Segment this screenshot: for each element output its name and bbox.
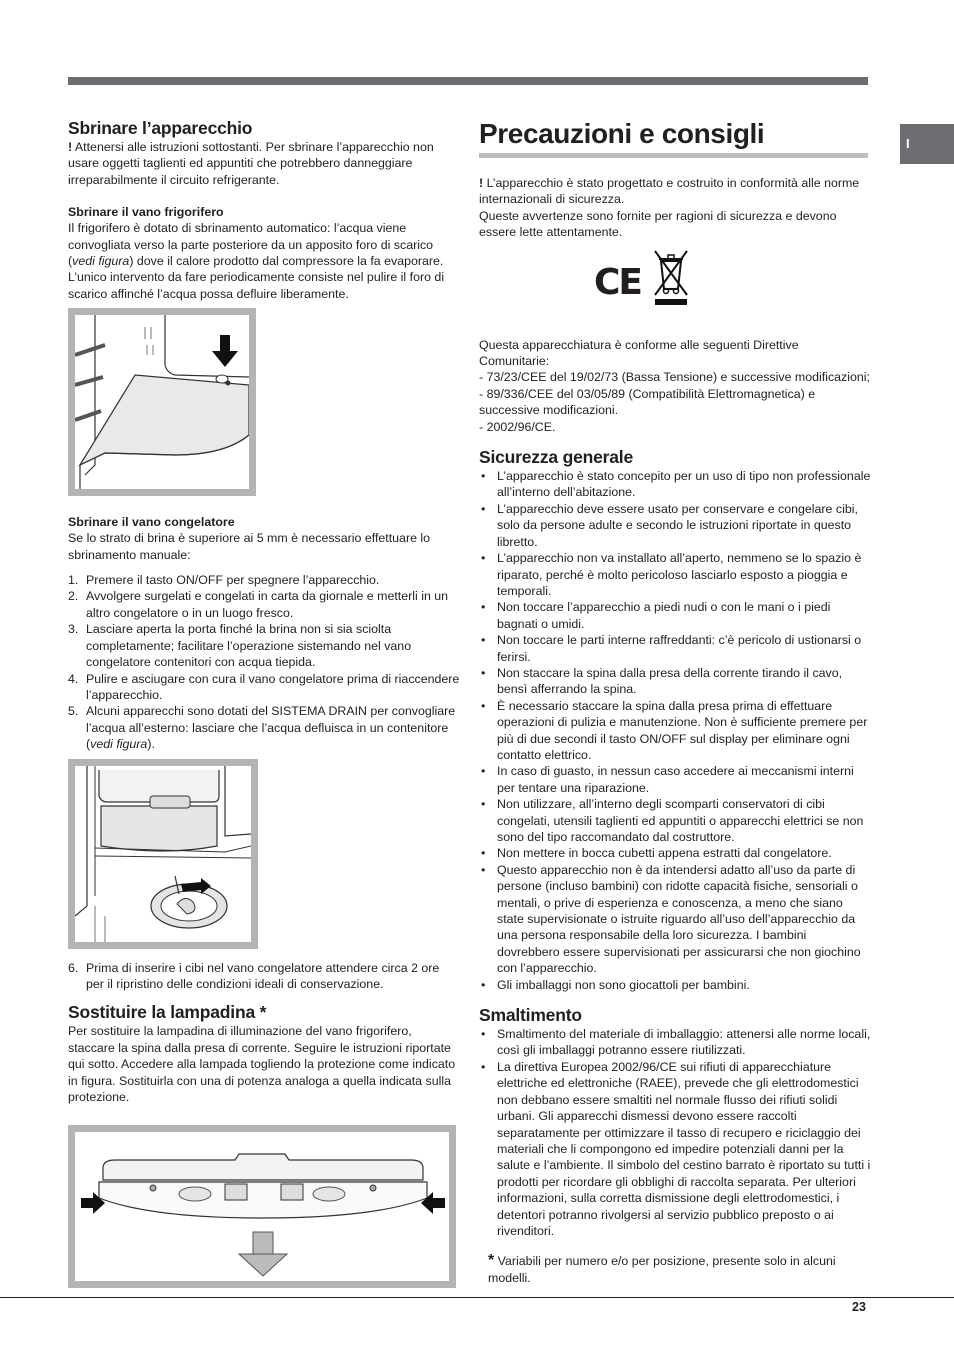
arrow-down-icon [220,335,230,351]
drain-system-figure [68,759,258,949]
list-item: • Non utilizzare, all’interno degli scomparti conservatori di cibi congelati, utensili taglienti ed appuntiti o apparecchi elettrici se non sono del tipo raccomandato dal costruttore. [479,796,871,845]
fridge-text [68,220,460,302]
list-item: • Gli imballaggi non sono giocattoli per bambini. [479,977,871,993]
fridge-text-a: Il frigorifero è dotato di sbrinamento automatico: l’acqua viene convogliata verso la parte posteriore da un apposito foro di scarico ( [68,221,434,269]
lamp-text: Per sostituire la lampadina di illuminazione del vano frigorifero, staccare la spina dalla presa di corrente. Seguire le istruzioni riportate qui sotto. Accedere alla lampada togliendo la protezione come indicato in figura. Sostituirla con una di potenza analoga a quella indicata sulla protezione. [68,1024,456,1104]
list-item: • Questo apparecchio non è da intendersi adatto all’uso da parte di persone (incluso bambini) con ridotte capacità fisiche, sensoriali o mentali, o prive di esperienza e conoscenza, a meno che siano state supervisionate o istruite riguardo all’uso dell’apparecchio da una persona responsabile della loro sicurezza. I bambini dovrebbero essere supervisionati per assicurarsi che non giochino con l’apparecchio. [479,862,871,977]
crossed-bin-icon [651,249,691,305]
disposal-title: Smaltimento [479,1005,582,1026]
directives: Questa apparecchiatura è conforme alle seguenti Direttive Comunitarie: - 73/23/CEE del 19/02/73 (Bassa Tensione) e successive modificazioni; - 89/336/CEE del 03/05/89 (Compatibilità Elettromagnetica) e successive modificazioni. - 2002/96/CE. [479,337,870,434]
drain-system-illustration [75,766,251,942]
defrost-steps-cont [68,960,460,993]
lamp-figure [68,1125,456,1288]
footnote: * Variabili per numero e/o per posizione, presente solo in alcuni modelli. [488,1252,836,1285]
list-item: 1. Premere il tasto ON/OFF per spegnere l’apparecchio. [68,573,380,588]
left-column [68,117,460,1288]
list-item: • L’apparecchio è stato concepito per un uso di tipo non professionale all’interno dell’abitazione. [479,468,871,501]
list-item: 2. Avvolgere surgelati e congelati in carta da giornale e metterli in un altro congelatore o in un luogo fresco. [68,589,449,620]
page-title: Precauzioni e consigli [479,118,765,149]
list-item: • Non mettere in bocca cubetti appena estratti dal congelatore. [479,845,871,861]
lamp-title: Sostituire la lampadina * [68,1002,267,1023]
footnote-mark: * [488,1252,495,1270]
ce-mark-icon: CE [594,261,642,303]
list-item: • L’apparecchio non va installato all’aperto, nemmeno se lo spazio è riparato, perché è molto pericoloso lasciarlo esposto a pioggia e temporali. [479,550,871,599]
defrost-steps [68,572,460,752]
top-rule [68,77,868,85]
warning-mark: ! [68,140,73,154]
fridge-subtitle: Sbrinare il vano frigorifero [68,205,224,220]
list-item: • Non toccare l’apparecchio a piedi nudi o con le mani o i piedi bagnati o umidi. [479,599,871,632]
warning-mark: ! [479,176,484,190]
arrow-down-icon [239,1254,287,1276]
fridge-text-italic: vedi figura [72,254,130,269]
page-number: 23 [852,1300,866,1314]
list-item: • In caso di guasto, in nessun caso accedere ai meccanismi interni per tentare una riparazione. [479,763,871,796]
list-item: • Smaltimento del materiale di imballaggio: attenersi alle norme locali, così gli imballaggi potranno essere riutilizzati. [479,1026,871,1059]
freezer-subtitle: Sbrinare il vano congelatore [68,515,235,530]
list-item: • Non toccare le parti interne raffreddanti: c’è pericolo di ustionarsi o ferirsi. [479,632,871,665]
title-underline [479,153,868,158]
defrost-warning-text: Attenersi alle istruzioni sottostanti. Per sbrinare l’apparecchio non usare oggetti taglienti ed appuntiti che potrebbero danneggiare irreparabilmente il circuito refrigerante. [68,140,434,187]
safety-title: Sicurezza generale [479,447,633,468]
lamp-illustration [75,1132,449,1281]
freezer-intro: Se lo strato di brina è superiore ai 5 mm è necessario effettuare lo sbrinamento manuale: [68,531,431,562]
fridge-drain-illustration [75,315,249,489]
list-item: • È necessario staccare la spina dalla presa prima di effettuare operazioni di pulizia e manutenzione. Non è sufficiente premere per più di due secondi il tasto ON/OFF sul display per eliminare ogni contatto elettrico. [479,698,871,764]
list-item: 3. Lasciare aperta la porta finché la brina non si sia sciolta completamente; facilitare l’operazione sistemando nel vano congelatore contenitori con acqua tiepida. [68,622,412,670]
right-column [479,117,871,1286]
fridge-text-b: ) dove il calore prodotto dal compressore la fa evaporare. L’unico intervento da fare periodicamente consiste nel pulire il foro di scarico affinché l’acqua possa defluire liberamente. [68,254,445,301]
language-tab-label: I [906,136,910,151]
defrost-warning [68,139,460,188]
defrost-title: Sbrinare l’apparecchio [68,118,253,138]
compliance-marks [479,249,871,321]
list-item: • L’apparecchio deve essere usato per conservare e congelare cibi, solo da persone adulte e secondo le istruzioni riportate in questo libretto. [479,501,871,550]
intro-text-2: Queste avvertenze sono fornite per ragioni di sicurezza e devono essere lette attentamente. [479,208,837,240]
fridge-drain-figure [68,308,256,496]
list-item: 5. Alcuni apparecchi sono dotati del SISTEMA DRAIN per convogliare l’acqua all’esterno: lasciare che l’acqua defluisca in un contenitore (vedi figura). [68,704,456,752]
list-item: • La direttiva Europea 2002/96/CE sui rifiuti di apparecchiature elettriche ed elettroniche (RAEE), prevede che gli elettrodomestici non debbano essere smaltiti nel normale flusso dei rifiuti solidi urbani. Gli apparecchi dismessi devono essere raccolti separatamente per ottimizzare il tasso di recupero e riciclaggio dei materiali che li compongono ed impedire potenziali danni per la salute e l’ambiente. Il simbolo del cestino barrato è riportato su tutti i prodotti per ricordare gli obblighi di raccolta separata. Per ulteriori informazioni, sulla corretta dismissione degli elettrodomestici, i detentori potranno rivolgersi al servizio pubblico preposto o ai rivenditori. [479,1059,871,1239]
list-item: • Non staccare la spina dalla presa della corrente tirando il cavo, bensì afferrando la spina. [479,665,871,698]
safety-list [479,468,871,993]
intro-text: ! L’apparecchio è stato progettato e costruito in conformità alle norme internazionali di sicurezza. [479,176,860,207]
language-tab [900,124,954,164]
bottom-rule [0,1297,954,1298]
list-item: 4. Pulire e asciugare con cura il vano congelatore prima di riaccendere l’apparecchio. [68,671,460,702]
list-item: 6. Prima di inserire i cibi nel vano congelatore attendere circa 2 ore per il ripristino delle condizioni ideali di conservazione. [68,960,440,991]
disposal-list [479,1026,871,1239]
